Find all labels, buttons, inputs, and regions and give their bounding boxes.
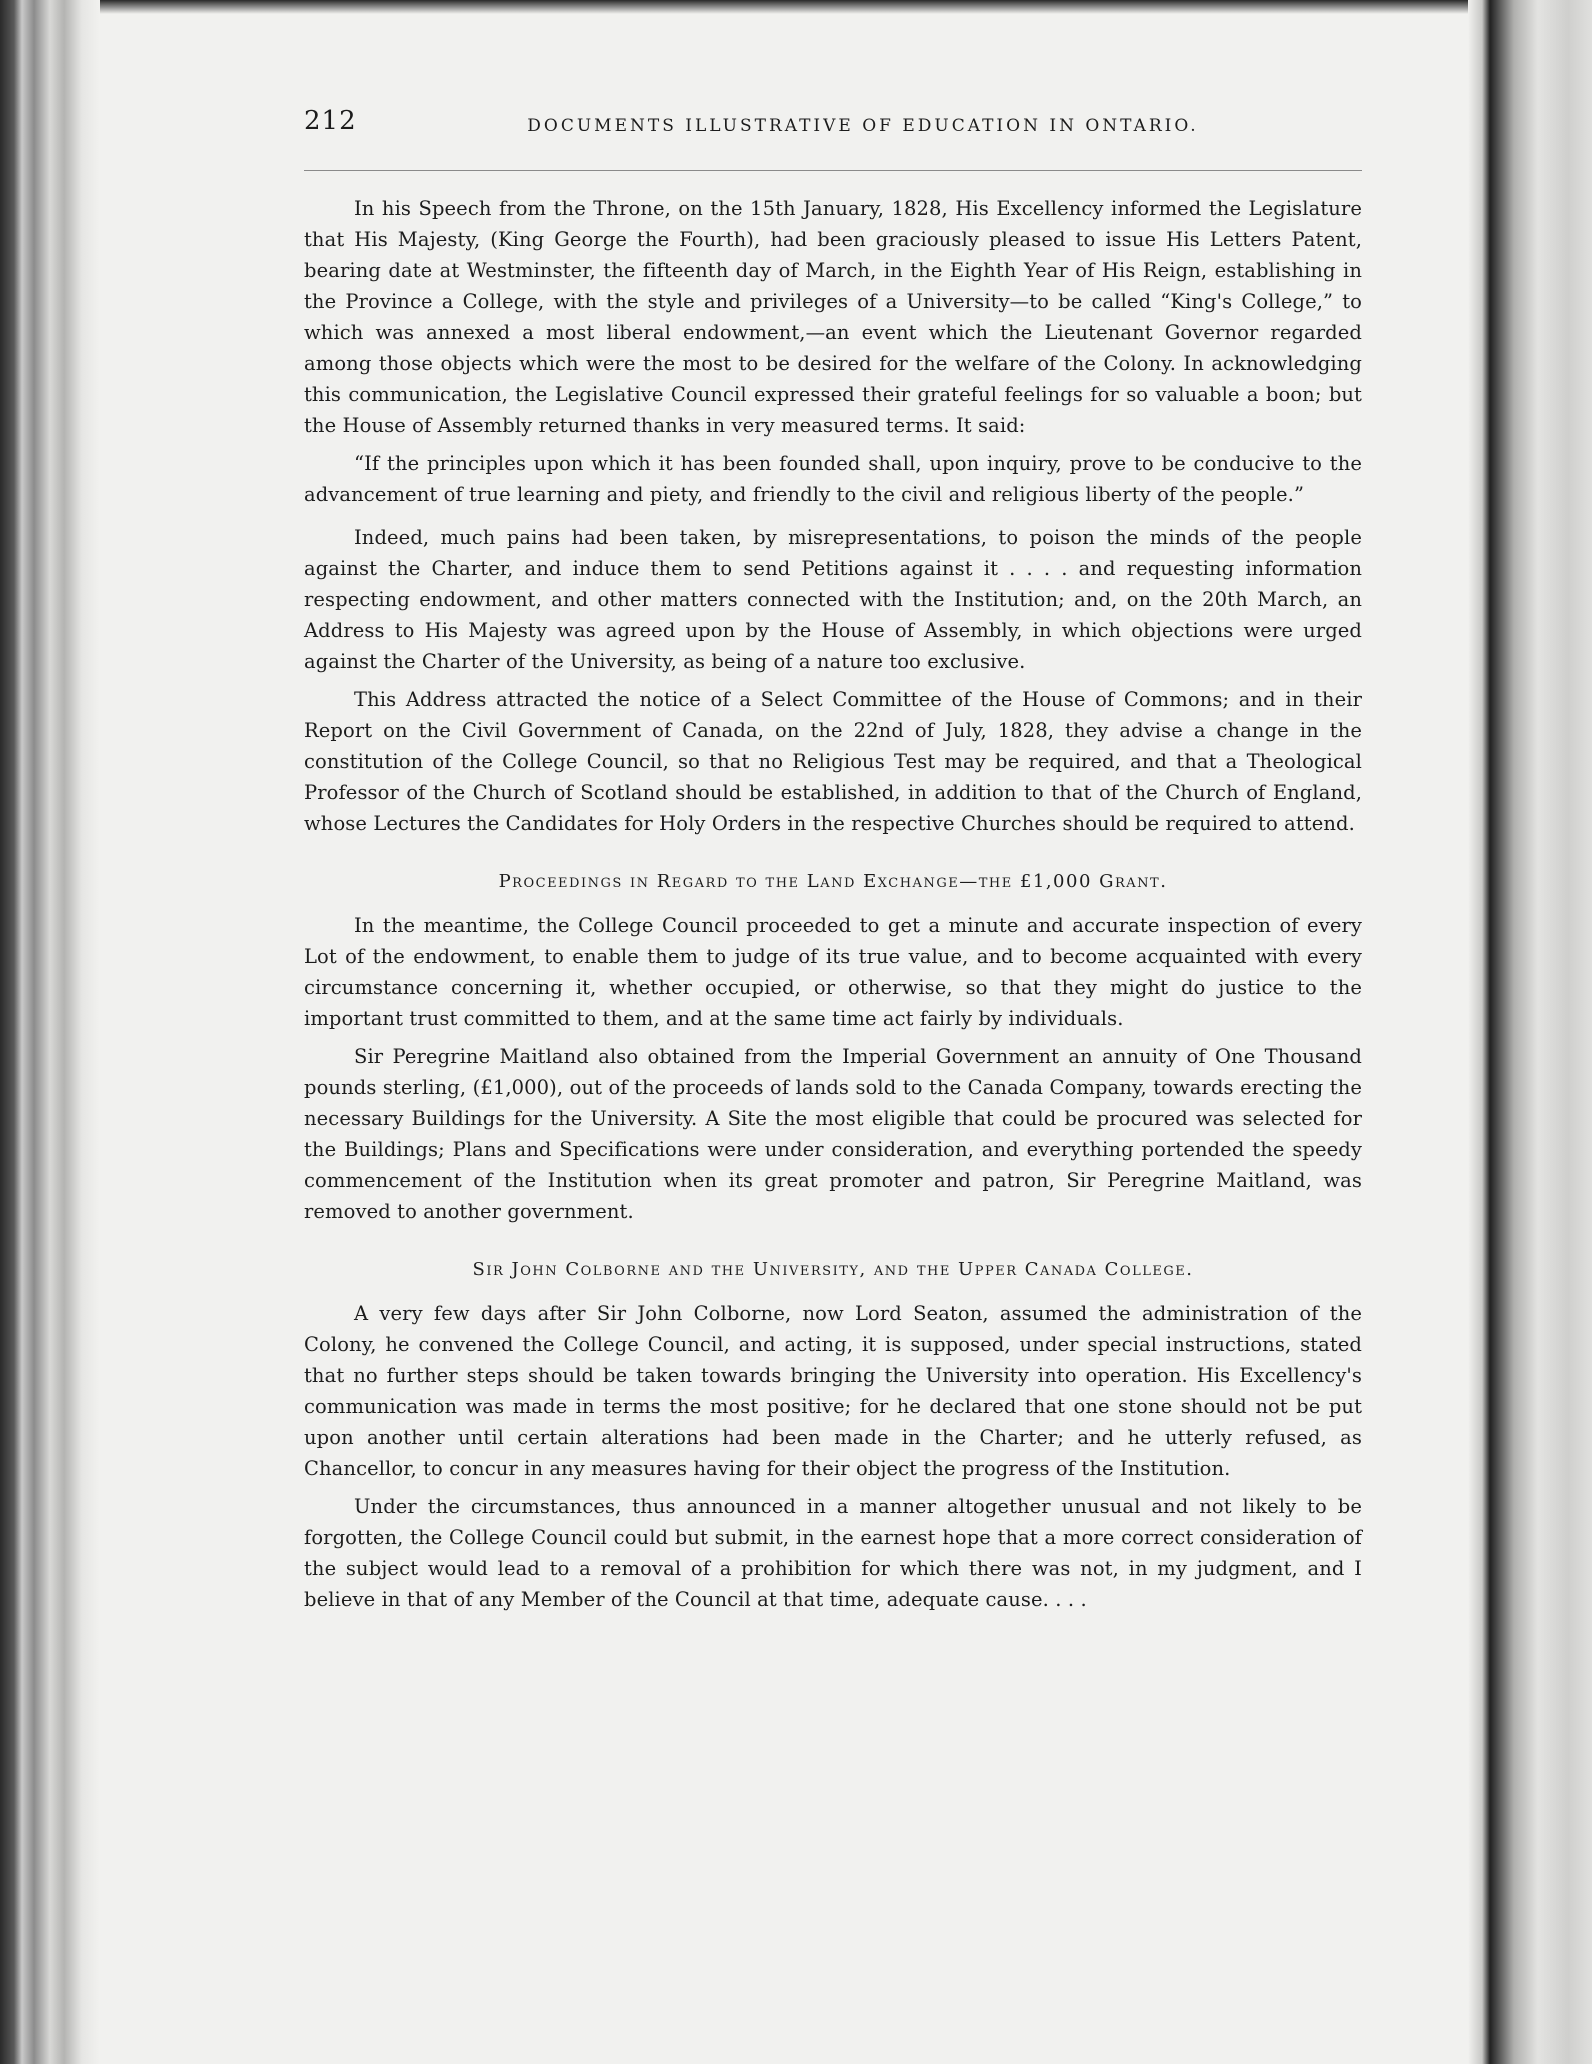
book-binding-right — [1468, 0, 1592, 2064]
paragraph-petitions: Indeed, much pains had been taken, by misrepresentations, to poison the minds of the people against the Charter, and induce them to send Petitions against it . . . . and requesting information respecting endowment, and other matters connected with the Institution; and, on the 20th March, an Address to His Majesty was agreed upon by the House of Assembly, in which objections were urged against the Charter of the University, as being of a nature too exclusive. — [304, 526, 1362, 673]
header-title: DOCUMENTS ILLUSTRATIVE OF EDUCATION IN ONTARIO. — [527, 116, 1199, 136]
paragraph-inspection: In the meantime, the College Council proceeded to get a minute and accurate inspection of every Lot of the endowment, to enable them to judge of its true value, and to become acquainted with every circumstance concerning it, whether occupied, or otherwise, so that they might do justice to the important trust committed to them, and at the same time act fairly by individuals. — [304, 914, 1362, 1030]
book-binding-left — [0, 0, 100, 2064]
header-rule — [304, 170, 1362, 171]
page-top-shadow — [100, 0, 1468, 14]
paragraph-assembly-quote: “If the principles upon which it has been founded shall, upon inquiry, prove to be conducive to the advancement of true learning and piety, and friendly to the civil and religious liberty of the people.” — [304, 452, 1362, 506]
paragraph-council-submit: Under the circumstances, thus announced in a manner altogether unusual and not likely to be forgotten, the College Council could but submit, in the earnest hope that a more correct consideration of the subject would lead to a removal of a prohibition for which there was not, in my judgment, and I believe in that of any Member of the Council at that time, adequate cause. . . . — [304, 1495, 1362, 1611]
book-page — [304, 100, 1362, 1622]
running-header — [304, 100, 1362, 150]
paragraph-select-committee: This Address attracted the notice of a Select Committee of the House of Commons; and in their Report on the Civil Government of Canada, on the 22nd of July, 1828, they advise a change in the constitution of the College Council, so that no Religious Test may be required, and that a Theological Professor of the Church of Scotland should be established, in addition to that of the Church of England, whose Lectures the Candidates for Holy Orders in the respective Churches should be required to attend. — [304, 688, 1362, 835]
paragraph-colborne: A very few days after Sir John Colborne, now Lord Seaton, assumed the administration of the Colony, he convened the College Council, and acting, it is supposed, under special instructions, stated that no further steps should be taken towards bringing the University into operation. His Excellency's communication was made in terms the most positive; for he declared that one stone should not be put upon another until certain alterations had been made in the Charter; and he utterly refused, as Chancellor, to concur in any measures having for their object the progress of the Institution. — [304, 1302, 1362, 1480]
paragraph-annuity: Sir Peregrine Maitland also obtained from the Imperial Government an annuity of One Thousand pounds sterling, (£1,000), out of the proceeds of lands sold to the Canada Company, towards erecting the necessary Buildings for the University. A Site the most eligible that could be procured was selected for the Buildings; Plans and Specifications were under consideration, and everything portended the speedy commencement of the Institution when its great promoter and patron, Sir Peregrine Maitland, was removed to another government. — [304, 1045, 1362, 1223]
paragraph-speech-from-throne: In his Speech from the Throne, on the 15th January, 1828, His Excellency informed the Legislature that His Majesty, (King George the Fourth), had been graciously pleased to issue His Letters Patent, bearing date at Westminster, the fifteenth day of March, in the Eighth Year of His Reign, establishing in the Province a College, with the style and privileges of a University—to be called “King's College,” to which was annexed a most liberal endowment,—an event which the Lieutenant Governor regarded among those objects which were the most to be desired for the welfare of the Colony. In acknowledging this communication, the Legislative Council expressed their grateful feelings for so valuable a boon; but the House of Assembly returned thanks in very measured terms. It said: — [304, 197, 1362, 437]
section-heading-colborne: Sir John Colborne and the University, and the Upper Canada College. — [472, 1259, 1194, 1280]
section-heading-land-exchange: Proceedings in Regard to the Land Exchange—the £1,000 Grant. — [498, 871, 1168, 892]
page-number: 212 — [304, 106, 357, 136]
